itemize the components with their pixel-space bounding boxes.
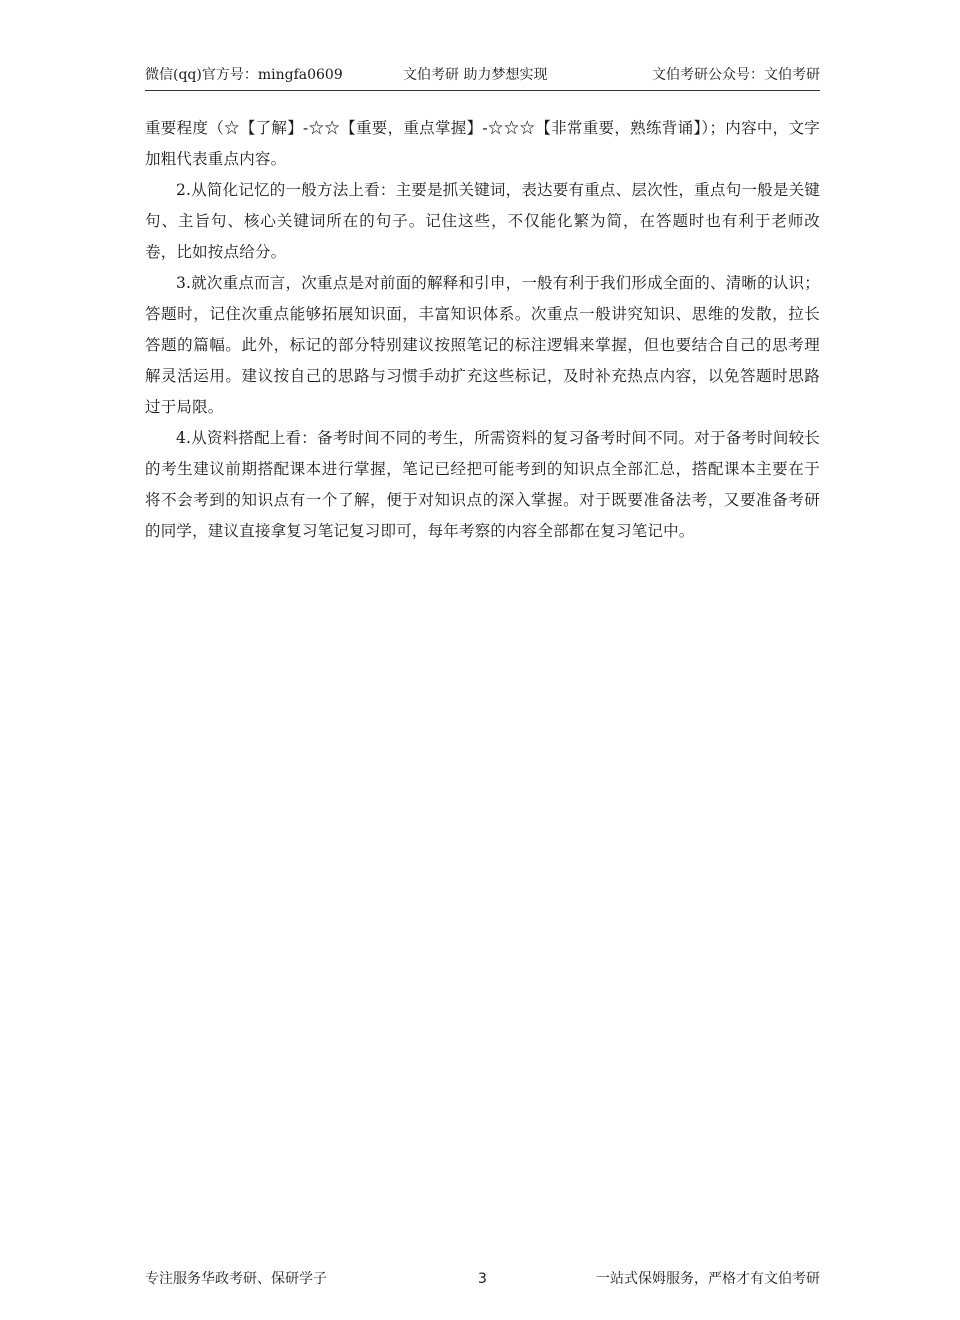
- header-contact: 微信(qq)官方号：mingfa0609: [145, 67, 343, 83]
- footer-tagline: 一站式保姆服务，严格才有文伯考研: [596, 1271, 820, 1287]
- header-slogan: 文伯考研 助力梦想实现: [403, 67, 548, 83]
- page-number: 3: [478, 1271, 487, 1287]
- page-header: [145, 64, 820, 91]
- paragraph-importance-legend: 重要程度（☆【了解】-☆☆【重要，重点掌握】-☆☆☆【非常重要，熟练背诵】）；内容中，文字加粗代表重点内容。: [145, 119, 820, 168]
- page-footer: [145, 1268, 820, 1290]
- header-public-account: 文伯考研公众号：文伯考研: [652, 67, 820, 83]
- document-body: [145, 113, 820, 547]
- paragraph-secondary-points: 3.就次重点而言，次重点是对前面的解释和引申，一般有利于我们形成全面的、清晰的认识；答题时，记住次重点能够拓展知识面，丰富知识体系。次重点一般讲究知识、思维的发散，拉长答题的篇幅。此外，标记的部分特别建议按照笔记的标注逻辑来掌握，但也要结合自己的思考理解灵活运用。建议按自己的思路与习惯手动扩充这些标记，及时补充热点内容，以免答题时思路过于局限。: [145, 274, 820, 416]
- paragraph-memory-method: 2.从简化记忆的一般方法上看：主要是抓关键词，表达要有重点、层次性，重点句一般是关键句、主旨句、核心关键词所在的句子。记住这些，不仅能化繁为简，在答题时也有利于老师改卷，比如按点给分。: [145, 181, 820, 261]
- footer-service-note: 专注服务华政考研、保研学子: [145, 1271, 327, 1287]
- paragraph-material-pairing: 4.从资料搭配上看：备考时间不同的考生，所需资料的复习备考时间不同。对于备考时间较长的考生建议前期搭配课本进行掌握，笔记已经把可能考到的知识点全部汇总，搭配课本主要在于将不会考到的知识点有一个了解，便于对知识点的深入掌握。对于既要准备法考，又要准备考研的同学，建议直接拿复习笔记复习即可，每年考察的内容全部都在复习笔记中。: [145, 429, 820, 540]
